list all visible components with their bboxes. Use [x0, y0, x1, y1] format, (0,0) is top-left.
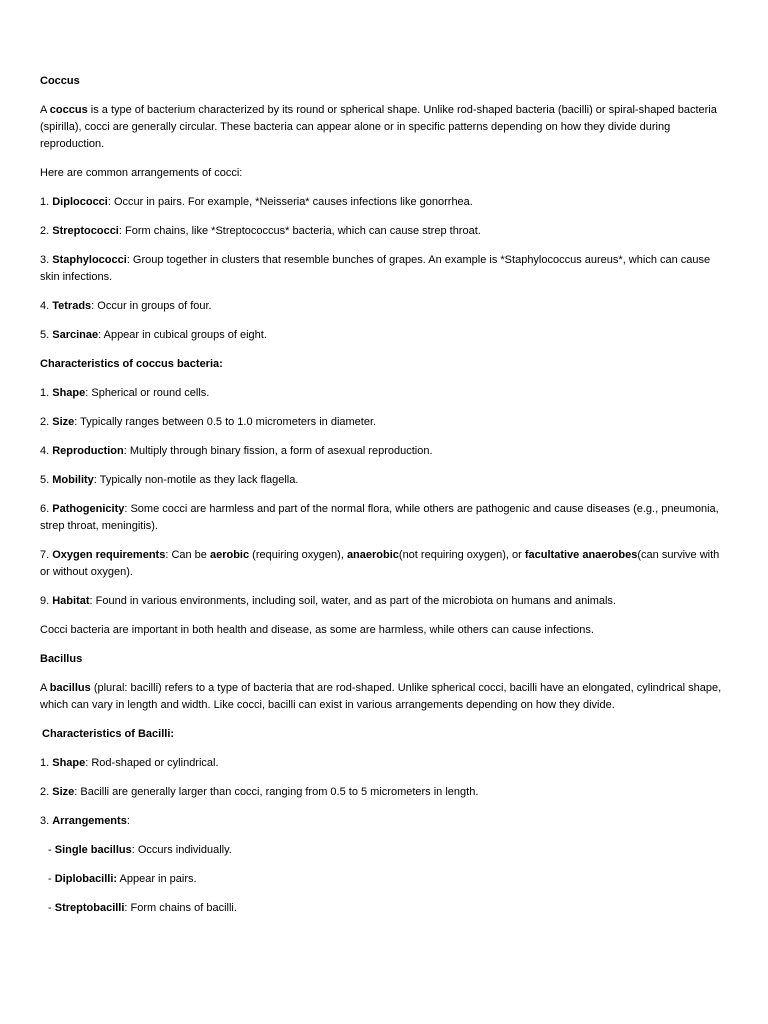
coccus-intro	[40, 102, 730, 153]
item-text: :	[126, 815, 130, 827]
item-bullet: -	[48, 902, 55, 914]
item-number: 1.	[40, 196, 53, 208]
item-number: 5.	[40, 329, 53, 341]
item-term: facultative anaerobes	[524, 549, 638, 561]
item-text: (not requiring oxygen), or	[398, 549, 525, 561]
item-text: : Occur in groups of four.	[91, 300, 212, 312]
item-number: 4.	[40, 300, 53, 312]
sub-list-item	[40, 900, 730, 917]
list-item	[40, 252, 730, 286]
item-number: 2.	[40, 416, 53, 428]
item-text: : Can be	[165, 549, 210, 561]
item-text: : Bacilli are generally larger than cocci, ranging from 0.5 to 5 micrometers in length.	[74, 786, 479, 798]
item-text: : Typically non-motile as they lack flagella.	[93, 474, 299, 486]
list-item-habitat	[40, 593, 730, 610]
list-item	[40, 501, 730, 535]
item-term: Habitat	[52, 595, 90, 607]
item-number: 3.	[40, 815, 53, 827]
item-text: (can survive with or without oxygen).	[40, 549, 720, 578]
item-term: aerobic	[209, 549, 250, 561]
item-text: : Some cocci are harmless and part of the normal flora, while others are pathogenic and cause diseases (e.g., pneumonia, strep throat, meningitis).	[40, 503, 719, 532]
item-number: 2.	[40, 225, 53, 237]
item-text: : Occur in pairs. For example, *Neisseria* causes infections like gonorrhea.	[107, 196, 473, 208]
item-number: 4.	[40, 445, 53, 457]
item-text: (requiring oxygen),	[249, 549, 347, 561]
item-bullet: -	[48, 844, 55, 856]
item-number: 6.	[40, 503, 53, 515]
item-term: Tetrads	[52, 300, 92, 312]
intro-term: bacillus	[49, 682, 91, 694]
item-text: : Form chains, like *Streptococcus* bacteria, which can cause strep throat.	[118, 225, 481, 237]
list-item	[40, 784, 730, 801]
bacillus-heading: Bacillus	[40, 653, 83, 665]
item-text: : Group together in clusters that resemble bunches of grapes. An example is *Staphylococcus aureus*, which can cause skin infections.	[40, 254, 711, 283]
item-text: : Found in various environments, including soil, water, and as part of the microbiota on humans and animals.	[89, 595, 616, 607]
item-number: 7.	[40, 549, 53, 561]
intro-text: (plural: bacilli) refers to a type of bacteria that are rod-shaped. Unlike spherical cocci, bacilli have an elongated, cylindrical shape, which can vary in length and width. Like cocci, bacilli can exist in various arrangements depending on how they divide.	[40, 682, 722, 711]
item-number: 9.	[40, 595, 53, 607]
item-text: : Spherical or round cells.	[85, 387, 210, 399]
item-term: Diplococci	[52, 196, 108, 208]
item-number: 3.	[40, 254, 53, 266]
item-bullet: -	[48, 873, 55, 885]
item-term: Sarcinae	[52, 329, 99, 341]
item-term: anaerobic	[346, 549, 399, 561]
document-page	[40, 73, 730, 929]
item-text: : Typically ranges between 0.5 to 1.0 micrometers in diameter.	[74, 416, 377, 428]
coccus-heading: Coccus	[40, 75, 80, 87]
list-item	[40, 327, 730, 344]
item-term: Shape	[52, 387, 86, 399]
item-text: : Multiply through binary fission, a form of asexual reproduction.	[123, 445, 433, 457]
item-number: 1.	[40, 387, 53, 399]
item-term: Size	[52, 416, 75, 428]
item-text: : Occurs individually.	[131, 844, 232, 856]
item-text: Appear in pairs.	[117, 873, 197, 885]
intro-text: A	[40, 682, 50, 694]
intro-term: coccus	[49, 104, 88, 116]
item-number: 5.	[40, 474, 53, 486]
item-term: Staphylococci	[52, 254, 127, 266]
item-text: : Rod-shaped or cylindrical.	[85, 757, 219, 769]
coccus-characteristics-heading: Characteristics of coccus bacteria:	[40, 358, 223, 370]
coccus-summary: Cocci bacteria are important in both health and disease, as some are harmless, while others can cause infections.	[40, 624, 594, 636]
list-item	[40, 223, 730, 240]
arrangements-intro: Here are common arrangements of cocci:	[40, 167, 243, 179]
list-item	[40, 443, 730, 460]
bacillus-intro	[40, 680, 730, 714]
item-term: Pathogenicity	[52, 503, 125, 515]
list-item	[40, 385, 730, 402]
item-term: Streptobacilli	[54, 902, 125, 914]
list-item	[40, 414, 730, 431]
sub-list-item	[40, 871, 730, 888]
list-item	[40, 298, 730, 315]
list-item	[40, 194, 730, 211]
sub-list-item	[40, 842, 730, 859]
list-item	[40, 472, 730, 489]
list-item-oxygen	[40, 547, 730, 581]
item-number: 1.	[40, 757, 53, 769]
list-item	[40, 755, 730, 772]
list-item	[40, 813, 730, 830]
intro-text: A	[40, 104, 50, 116]
item-term: Reproduction	[52, 445, 124, 457]
item-text: : Appear in cubical groups of eight.	[98, 329, 267, 341]
item-term: Size	[52, 786, 75, 798]
item-term: Mobility	[52, 474, 94, 486]
intro-text: is a type of bacterium characterized by its round or spherical shape. Unlike rod-shaped bacteria (bacilli) or spiral-shaped bacteria (spirilla), cocci are generally circular. These bacteria can appear alone or in specific patterns depending on how they divide during reproduction.	[40, 104, 717, 150]
item-number: 2.	[40, 786, 53, 798]
item-term: Diplobacilli:	[54, 873, 118, 885]
bacilli-characteristics-heading: Characteristics of Bacilli:	[42, 728, 175, 740]
item-text: : Form chains of bacilli.	[124, 902, 237, 914]
item-term: Shape	[52, 757, 86, 769]
item-term: Streptococci	[52, 225, 119, 237]
item-term: Single bacillus	[54, 844, 132, 856]
item-term: Oxygen requirements	[52, 549, 166, 561]
item-term: Arrangements	[52, 815, 127, 827]
